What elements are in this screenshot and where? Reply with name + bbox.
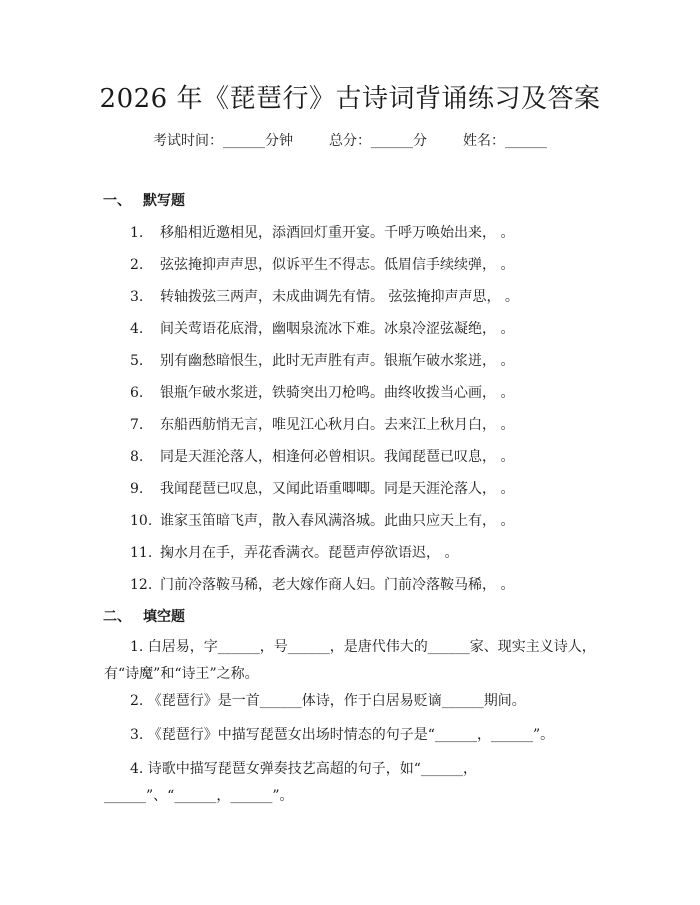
- fill-item: [104, 688, 600, 715]
- fill-item: [104, 756, 600, 810]
- item-text: 门前冷落鞍马稀，老大嫁作商人妇。门前冷落鞍马稀， 。: [160, 577, 515, 593]
- exam-time: 考试时间：______分钟: [153, 133, 293, 149]
- dictation-item: [130, 383, 514, 403]
- section-number: 一、: [103, 193, 131, 209]
- item-number: 6.: [130, 385, 144, 401]
- dictation-item: [130, 575, 514, 595]
- item-text: 东船西舫悄无言，唯见江心秋月白。去来江上秋月白， 。: [160, 417, 515, 433]
- dictation-item: [130, 479, 514, 499]
- dictation-item: [130, 351, 514, 371]
- section-number: 二、: [103, 609, 131, 625]
- item-text: 同是天涯沦落人，相逢何必曾相识。我闻琵琶已叹息， 。: [160, 449, 515, 465]
- section-label: 默写题: [143, 193, 185, 209]
- item-text: 移船相近邀相见，添酒回灯重开宴。千呼万唤始出来， 。: [160, 225, 515, 241]
- fill-item: [104, 722, 600, 749]
- item-number: 10.: [130, 513, 153, 529]
- fill-item-text: 2. 《琵琶行》是一首______体诗，作于白居易贬谪______期间。: [130, 693, 526, 709]
- fill-item-text: 1. 白居易，字______，号______，是唐代伟大的______家、现实主义诗人，有“诗魔”和“诗王”之称。: [104, 639, 596, 682]
- dictation-item: [130, 287, 519, 307]
- item-text: 银瓶乍破水浆迸，铁骑突出刀枪鸣。曲终收拨当心画， 。: [160, 385, 515, 401]
- item-number: 3.: [130, 289, 144, 305]
- item-text: 弦弦掩抑声声思，似诉平生不得志。低眉信手续续弹， 。: [160, 257, 515, 273]
- item-text: 转轴拨弦三两声，未成曲调先有情。 弦弦掩抑声声思， 。: [160, 289, 519, 305]
- item-number: 2.: [130, 257, 144, 273]
- section-label: 填空题: [143, 609, 185, 625]
- dictation-item: [130, 223, 514, 243]
- item-number: 9.: [130, 481, 144, 497]
- exam-meta: [0, 131, 700, 151]
- total-score: 总分：______分: [329, 133, 427, 149]
- item-number: 1.: [130, 225, 144, 241]
- student-name: 姓名：______: [463, 133, 547, 149]
- page-title: 2026 年《琵琶行》古诗词背诵练习及答案: [99, 84, 601, 114]
- item-text: 别有幽愁暗恨生，此时无声胜有声。银瓶乍破水浆迸， 。: [160, 353, 515, 369]
- dictation-item: [130, 415, 514, 435]
- item-number: 11.: [130, 545, 153, 561]
- dictation-item: [130, 255, 514, 275]
- item-text: 间关莺语花底滑，幽咽泉流冰下难。冰泉冷涩弦凝绝， 。: [160, 321, 515, 337]
- item-number: 7.: [130, 417, 144, 433]
- item-number: 8.: [130, 449, 144, 465]
- section-heading-fill-in: [103, 607, 185, 627]
- dictation-item: [130, 543, 458, 563]
- dictation-item: [130, 319, 514, 339]
- fill-item: [104, 634, 600, 688]
- fill-item-text: 4. 诗歌中描写琵琶女弹奏技艺高超的句子，如“______，______”、“______，______”。: [104, 761, 477, 804]
- item-text: 谁家玉笛暗飞声，散入春风满洛城。此曲只应天上有， 。: [160, 513, 515, 529]
- section-heading-dictation: [103, 191, 185, 211]
- item-number: 4.: [130, 321, 144, 337]
- fill-item-text: 3. 《琵琶行》中描写琵琶女出场时情态的句子是“______，______”。: [130, 727, 555, 743]
- dictation-item: [130, 511, 514, 531]
- dictation-item: [130, 447, 514, 467]
- item-text: 我闻琵琶已叹息，又闻此语重唧唧。同是天涯沦落人， 。: [160, 481, 515, 497]
- item-number: 12.: [130, 577, 153, 593]
- item-text: 掬水月在手，弄花香满衣。琵琶声停欲语迟， 。: [160, 545, 459, 561]
- item-number: 5.: [130, 353, 144, 369]
